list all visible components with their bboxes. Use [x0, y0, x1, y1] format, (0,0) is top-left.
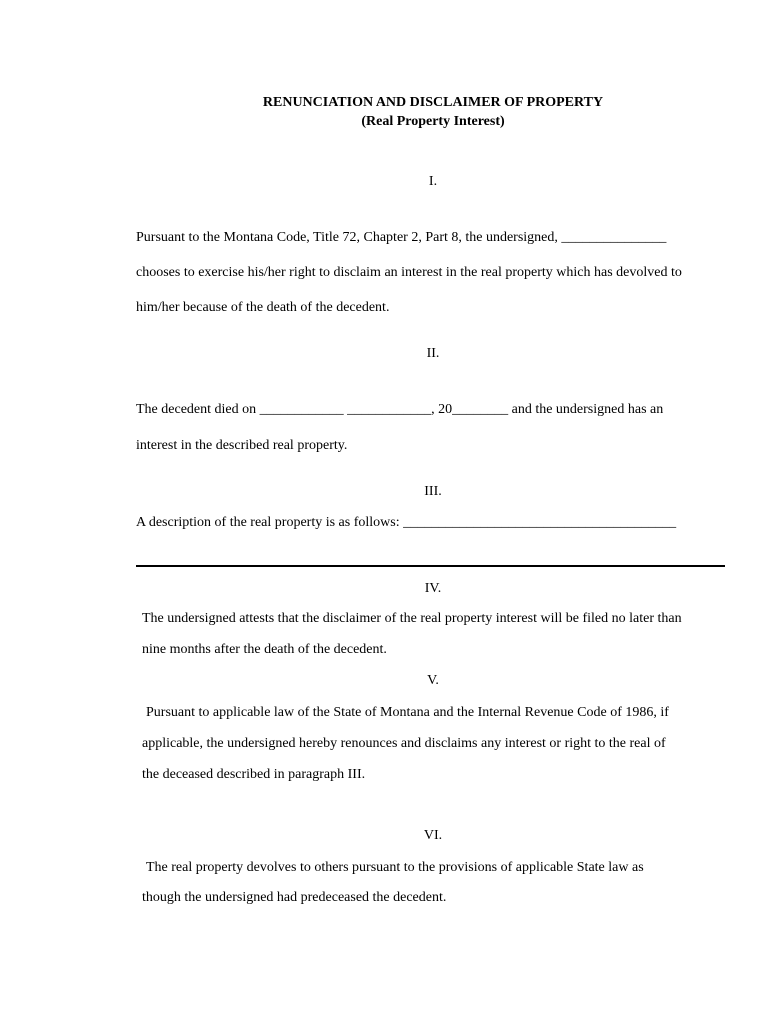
section-heading-ii: II. [426, 346, 440, 361]
section-i-line-1: Pursuant to the Montana Code, Title 72, Chapter 2, Part 8, the undersigned, _______________ [136, 230, 667, 245]
property-description-rule [136, 565, 725, 567]
section-v-line-3: the deceased described in paragraph III. [142, 767, 366, 782]
section-heading-v: V. [427, 673, 439, 688]
document-subtitle: (Real Property Interest) [361, 114, 505, 129]
section-iv-line-2: nine months after the death of the decedent. [142, 642, 387, 657]
section-heading-vi: VI. [423, 828, 443, 843]
section-v-line-1: Pursuant to applicable law of the State of Montana and the Internal Revenue Code of 1986, if [146, 705, 669, 720]
section-i-line-2: chooses to exercise his/her right to disclaim an interest in the real property which has devolved to [136, 265, 682, 280]
section-heading-iii: III. [424, 484, 442, 499]
section-ii-line-2: interest in the described real property. [136, 438, 348, 453]
section-ii-line-1: The decedent died on ____________ ____________, 20________ and the undersigned has an [136, 402, 664, 417]
document-title: RENUNCIATION AND DISCLAIMER OF PROPERTY [262, 95, 604, 110]
section-vi-line-2: though the undersigned had predeceased the decedent. [142, 890, 447, 905]
section-heading-iv: IV. [424, 581, 442, 596]
section-i-line-3: him/her because of the death of the decedent. [136, 300, 390, 315]
section-vi-line-1: The real property devolves to others pursuant to the provisions of applicable State law as [146, 860, 644, 875]
section-heading-i: I. [428, 174, 438, 189]
section-iii-line-1: A description of the real property is as follows: _______________________________________ [136, 515, 677, 530]
section-v-line-2: applicable, the undersigned hereby renounces and disclaims any interest or right to the real of [142, 736, 666, 751]
section-iv-line-1: The undersigned attests that the disclaimer of the real property interest will be filed no later than [142, 611, 682, 626]
